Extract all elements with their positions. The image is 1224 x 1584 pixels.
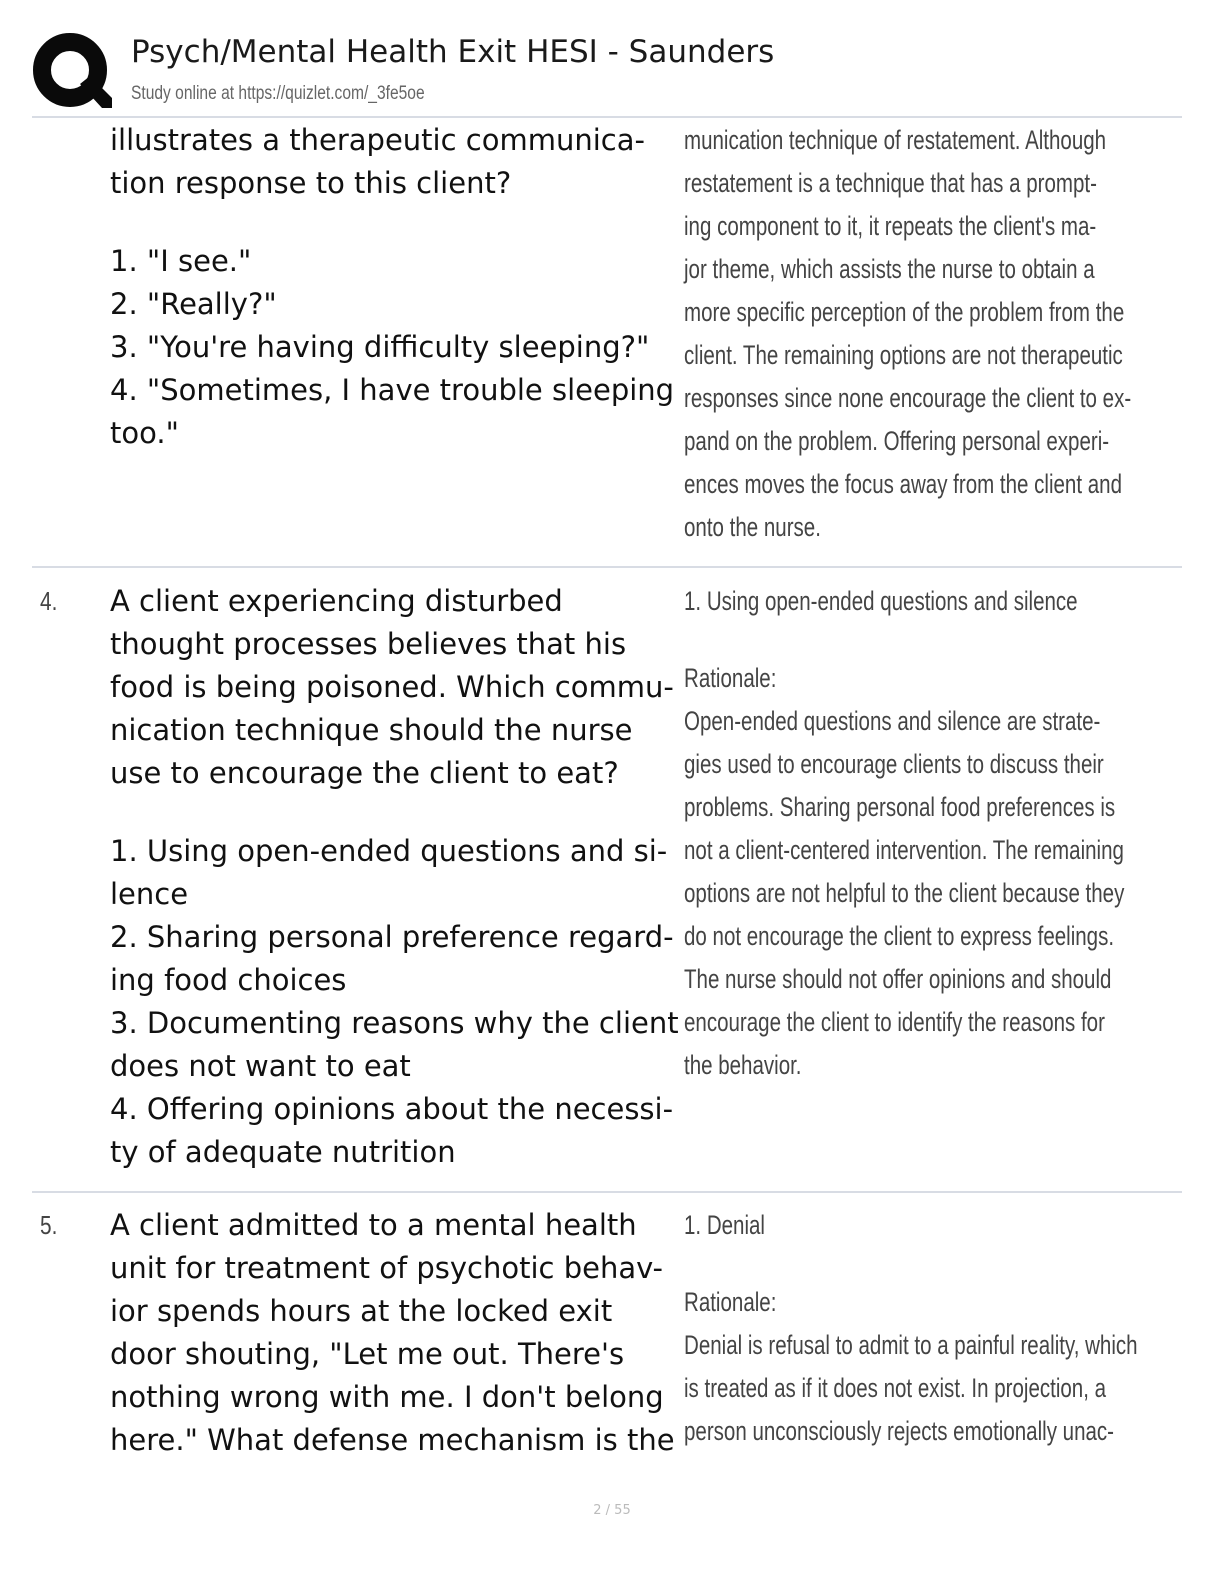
answer-line: problems. Sharing personal food preferences is [684, 792, 1116, 822]
option-3: 3. "You're having difficulty sleeping?" [110, 330, 650, 364]
answer-line: the behavior. [684, 1050, 802, 1080]
option-2: 2. Sharing personal preference regard- [110, 920, 674, 954]
card-number: 4. [40, 586, 58, 616]
answer-line: options are not helpful to the client because they [684, 878, 1125, 908]
card-number: 5. [40, 1210, 58, 1240]
page-number: 2 / 55 [593, 1503, 631, 1518]
question-line: thought processes believes that his [110, 627, 627, 661]
question-line: unit for treatment of psychotic behav- [110, 1251, 663, 1285]
answer-line: Denial is refusal to admit to a painful reality, which [684, 1330, 1138, 1360]
option-4: 4. "Sometimes, I have trouble sleeping [110, 373, 675, 407]
document-title: Psych/Mental Health Exit HESI - Saunders [131, 34, 775, 70]
question-line: A client admitted to a mental health [110, 1208, 637, 1242]
card-5-question [110, 1204, 678, 1462]
answer-line: encourage the client to identify the reasons for [684, 1007, 1105, 1037]
question-line: illustrates a therapeutic communica- [110, 123, 645, 157]
option-3: 3. Documenting reasons why the client [110, 1006, 679, 1040]
answer-line: more specific perception of the problem from the [684, 297, 1125, 327]
option-4-cont: ty of adequate nutrition [110, 1135, 456, 1169]
answer-spacer [684, 1247, 1064, 1281]
answer-line: not a client-centered intervention. The remaining [684, 835, 1124, 865]
question-line: nothing wrong with me. I don't belong [110, 1380, 664, 1414]
card-4-question [110, 580, 678, 1174]
header-divider [32, 116, 1182, 118]
question-line: food is being poisoned. Which commu- [110, 670, 674, 704]
question-line: door shouting, "Let me out. There's [110, 1337, 625, 1371]
answer-line: onto the nurse. [684, 512, 821, 542]
question-spacer [110, 795, 678, 830]
answer-line: responses since none encourage the client to ex- [684, 383, 1132, 413]
option-4-cont: too." [110, 416, 179, 450]
option-4: 4. Offering opinions about the necessi- [110, 1092, 674, 1126]
option-1: 1. "I see." [110, 244, 252, 278]
option-1: 1. Using open-ended questions and si- [110, 834, 668, 868]
question-line: nication technique should the nurse [110, 713, 633, 747]
question-spacer [110, 205, 678, 240]
study-online-link[interactable]: Study online at https://quizlet.com/_3fe5oe [131, 83, 425, 104]
quizlet-logo-icon [32, 32, 112, 112]
card-divider [32, 1191, 1182, 1193]
answer-line: do not encourage the client to express feelings. [684, 921, 1115, 951]
rationale-label: Rationale: [684, 663, 777, 693]
answer-line: munication technique of restatement. Although [684, 125, 1107, 155]
answer-line: person unconsciously rejects emotionally unac- [684, 1416, 1115, 1446]
option-2: 2. "Really?" [110, 287, 277, 321]
question-line: A client experiencing disturbed [110, 584, 563, 618]
card-5-answer [684, 1204, 1184, 1453]
question-line: use to encourage the client to eat? [110, 756, 619, 790]
answer-line: jor theme, which assists the nurse to obtain a [684, 254, 1095, 284]
card-3-answer [684, 119, 1184, 549]
answer-line: Open-ended questions and silence are strate- [684, 706, 1101, 736]
page-header [0, 0, 1224, 118]
answer-line: is treated as if it does not exist. In projection, a [684, 1373, 1107, 1403]
option-3-cont: does not want to eat [110, 1049, 411, 1083]
answer-line: restatement is a technique that has a prompt- [684, 168, 1097, 198]
correct-answer: 1. Using open-ended questions and silence [684, 586, 1078, 616]
answer-line: gies used to encourage clients to discuss their [684, 749, 1104, 779]
answer-line: ences moves the focus away from the client and [684, 469, 1122, 499]
card-4-answer [684, 580, 1184, 1087]
answer-line: pand on the problem. Offering personal experi- [684, 426, 1110, 456]
answer-spacer [684, 623, 1064, 657]
question-line: tion response to this client? [110, 166, 512, 200]
question-line: here." What defense mechanism is the [110, 1423, 675, 1457]
card-divider [32, 566, 1182, 568]
correct-answer: 1. Denial [684, 1210, 765, 1240]
rationale-label: Rationale: [684, 1287, 777, 1317]
option-2-cont: ing food choices [110, 963, 347, 997]
answer-line: client. The remaining options are not therapeutic [684, 340, 1123, 370]
card-3-question [110, 119, 678, 455]
answer-line: The nurse should not offer opinions and should [684, 964, 1112, 994]
option-1-cont: lence [110, 877, 189, 911]
answer-line: ing component to it, it repeats the client's ma- [684, 211, 1097, 241]
question-line: ior spends hours at the locked exit [110, 1294, 613, 1328]
